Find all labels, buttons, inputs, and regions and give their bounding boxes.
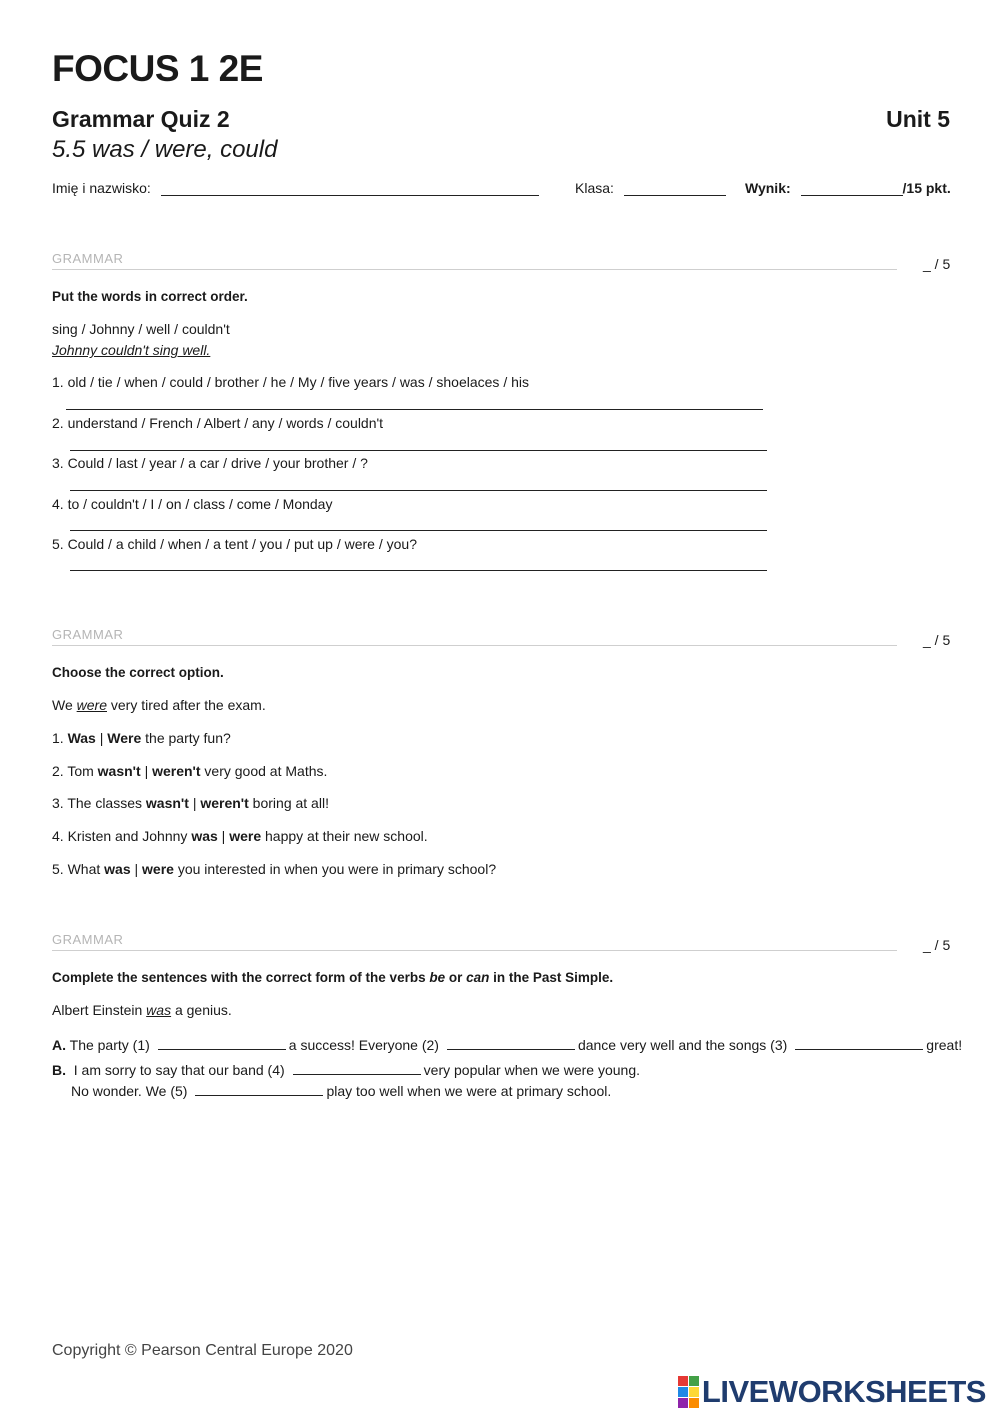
score-field: [745, 180, 951, 196]
score-input-line[interactable]: [801, 181, 903, 196]
section2-instruction: Choose the correct option.: [52, 665, 224, 680]
blank-2[interactable]: [447, 1035, 575, 1050]
section2-item-1: [52, 730, 231, 746]
item-text: 4. Kristen and Johnny: [52, 828, 192, 844]
option-separator: |: [221, 828, 226, 844]
item-text: 1.: [52, 730, 68, 746]
section1-example-prompt: sing / Johnny / well / couldn't: [52, 321, 230, 337]
copyright: Copyright © Pearson Central Europe 2020: [52, 1342, 353, 1359]
class-input-line[interactable]: [624, 181, 726, 196]
section2-divider: [52, 645, 897, 646]
option-b[interactable]: weren't: [200, 795, 249, 811]
sentence-text: I am sorry to say that our band (4): [73, 1062, 285, 1078]
option-separator: |: [192, 795, 197, 811]
name-field: [52, 180, 539, 196]
sentence-text: a success! Everyone (2): [288, 1037, 439, 1053]
section2-item-3: [52, 795, 329, 811]
logo-square: [689, 1376, 699, 1386]
option-a[interactable]: was: [104, 861, 131, 877]
instruction-text: in the Past Simple.: [489, 970, 614, 985]
example-text: We: [52, 697, 77, 713]
document-title: FOCUS 1 2E: [52, 48, 263, 89]
section1-divider: [52, 269, 897, 270]
item-text: you interested in when you were in primary school?: [173, 861, 497, 877]
sentence-text: very popular when we were young.: [423, 1062, 640, 1078]
logo-grid-icon: [678, 1376, 699, 1408]
option-a[interactable]: Was: [67, 730, 96, 746]
example-answer: was: [146, 1002, 172, 1018]
section1-item-1: 1. old / tie / when / could / brother / he / My / five years / was / shoelaces / his: [52, 374, 529, 390]
sentence-text: play too well when we were at primary school.: [326, 1083, 612, 1099]
class-label: Klasa:: [575, 180, 614, 196]
item-text: boring at all!: [248, 795, 329, 811]
answer-line-2[interactable]: [70, 450, 767, 451]
section2-item-2: [52, 763, 327, 779]
section1-item-3: 3. Could / last / year / a car / drive / your brother / ?: [52, 455, 368, 471]
part-label: B.: [52, 1062, 66, 1078]
logo-square: [678, 1387, 688, 1397]
logo-square: [678, 1398, 688, 1408]
logo-text: LIVEWORKSHEETS: [701, 1374, 986, 1409]
option-b[interactable]: weren't: [152, 763, 201, 779]
option-a[interactable]: wasn't: [97, 763, 141, 779]
score-total: /15 pkt.: [902, 180, 951, 196]
sentence-text: The party (1): [66, 1037, 150, 1053]
subtitle-number: 5.5: [52, 136, 86, 163]
section2-item-4: [52, 828, 428, 844]
logo-square: [689, 1387, 699, 1397]
blank-1[interactable]: [158, 1035, 286, 1050]
option-separator: |: [99, 730, 104, 746]
example-text: a genius.: [171, 1002, 232, 1018]
section1-item-2: 2. understand / French / Albert / any / words / couldn't: [52, 415, 384, 431]
sentence-text: great!: [926, 1037, 963, 1053]
subtitle-words: was / were, could: [92, 136, 278, 163]
section1-item-5: 5. Could / a child / when / a tent / you / put up / were / you?: [52, 536, 417, 552]
section3-score: _ / 5: [923, 937, 951, 953]
sentence-text: No wonder. We (5): [71, 1083, 188, 1099]
example-text: very tired after the exam.: [107, 697, 266, 713]
section2-score: _ / 5: [923, 632, 951, 648]
item-text: 3. The classes: [52, 795, 146, 811]
option-b[interactable]: were: [229, 828, 262, 844]
section1-label: GRAMMAR: [52, 251, 124, 266]
option-b[interactable]: were: [142, 861, 174, 877]
sentence-text: dance very well and the songs (3): [577, 1037, 788, 1053]
answer-line-3[interactable]: [70, 490, 767, 491]
section3-part-a: [52, 1035, 962, 1053]
score-label: Wynik:: [745, 180, 791, 196]
section3-example: [52, 1002, 232, 1018]
answer-line-1[interactable]: [66, 409, 763, 410]
answer-line-4[interactable]: [70, 530, 767, 531]
section3-label: GRAMMAR: [52, 932, 124, 947]
quiz-subtitle: [52, 136, 277, 164]
option-separator: |: [134, 861, 139, 877]
instruction-verb: be: [429, 970, 446, 985]
section1-item-4: 4. to / couldn't / I / on / class / come / Monday: [52, 496, 333, 512]
section1-instruction: Put the words in correct order.: [52, 289, 248, 304]
section2-item-5: [52, 861, 496, 877]
answer-line-5[interactable]: [70, 570, 767, 571]
item-text: 2. Tom: [52, 763, 98, 779]
logo-square: [689, 1398, 699, 1408]
section3-instruction: [52, 970, 613, 985]
item-text: 5. What: [52, 861, 105, 877]
unit-label: Unit 5: [886, 106, 950, 132]
section2-example: [52, 697, 266, 713]
section3-divider: [52, 950, 897, 951]
option-b[interactable]: Were: [107, 730, 142, 746]
name-input-line[interactable]: [161, 181, 539, 196]
logo-square: [678, 1376, 688, 1386]
blank-5[interactable]: [195, 1081, 323, 1096]
liveworksheets-logo[interactable]: [678, 1374, 986, 1410]
item-text: very good at Maths.: [200, 763, 328, 779]
item-text: happy at their new school.: [261, 828, 428, 844]
example-text: Albert Einstein: [52, 1002, 147, 1018]
option-a[interactable]: was: [191, 828, 218, 844]
section3-part-b-cont: [71, 1081, 611, 1099]
example-answer: were: [76, 697, 107, 713]
option-a[interactable]: wasn't: [145, 795, 189, 811]
section1-score: _ / 5: [923, 256, 951, 272]
name-label: Imię i nazwisko:: [52, 180, 151, 196]
instruction-text: or: [445, 970, 467, 985]
quiz-title: Grammar Quiz 2: [52, 106, 230, 132]
section2-label: GRAMMAR: [52, 627, 124, 642]
class-field: [575, 180, 726, 196]
section3-part-b: [52, 1060, 640, 1078]
section1-example-answer: Johnny couldn't sing well.: [52, 342, 211, 358]
instruction-text: Complete the sentences with the correct form of the verbs: [52, 970, 430, 985]
blank-3[interactable]: [795, 1035, 923, 1050]
item-text: the party fun?: [141, 730, 231, 746]
instruction-verb: can: [466, 970, 490, 985]
option-separator: |: [144, 763, 149, 779]
part-label: A.: [52, 1037, 66, 1053]
blank-4[interactable]: [293, 1060, 421, 1075]
